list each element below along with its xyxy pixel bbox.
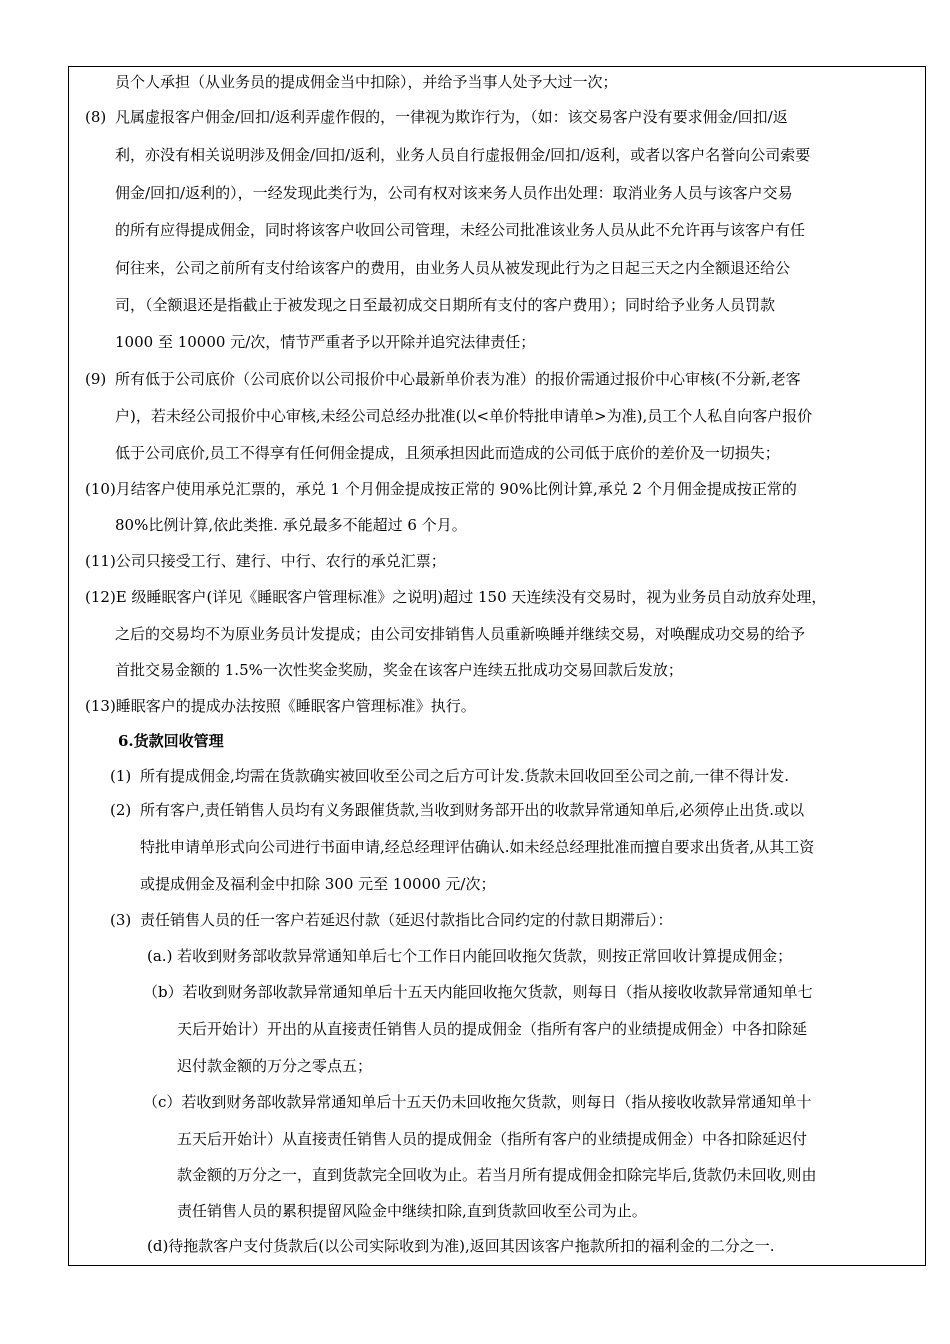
- text-line: 所有低于公司底价（公司底价以公司报价中心最新单价表为准）的报价需通过报价中心审核(不分新,老客: [115, 370, 801, 388]
- text-line: （c）若收到财务部收款异常通知单后十五天仍未回收拖欠货款，则每日（指从接收收款异常通知单十: [143, 1093, 812, 1111]
- text-line: 何往来，公司之前所有支付给该客户的费用，由业务人员从被发现此行为之日起三天之内全额退还给公: [115, 259, 791, 277]
- text-line: 责任销售人员的任一客户若延迟付款（延迟付款指比合同约定的付款日期滞后）：: [140, 911, 673, 929]
- text-line: (12)E 级睡眠客户(详见《睡眠客户管理标准》之说明)超过 150 天连续没有交易时，视为业务员自动放弃处理，: [85, 588, 827, 606]
- text-line: 款金额的万分之一，直到货款完全回收为止。若当月所有提成佣金扣除完毕后,货款仍未回收,则由: [177, 1166, 817, 1184]
- item-number: (8): [85, 108, 107, 126]
- text-line: 所有客户,责任销售人员均有义务跟催货款,当收到财务部开出的收款异常通知单后,必须停止出货.或以: [140, 801, 805, 819]
- text-line: 1000 至 10000 元/次，情节严重者予以开除并追究法律责任；: [115, 333, 536, 351]
- text-line: 佣金/回扣/返利的），一经发现此类行为，公司有权对该来务人员作出处理：取消业务人员与该客户交易: [115, 184, 793, 202]
- text-line: (a.) 若收到财务部收款异常通知单后七个工作日内能回收拖欠货款，则按正常回收计算提成佣金；: [147, 947, 793, 965]
- text-line: 首批交易金额的 1.5%一次性奖金奖励，奖金在该客户连续五批成功交易回款后发放；: [115, 661, 683, 679]
- text-line: 特批申请单形式向公司进行书面申请,经总经理评估确认.如未经总经理批准而擅自要求出货者,从其工资: [140, 838, 815, 856]
- item-number: (9): [85, 370, 107, 388]
- text-line: (13)睡眠客户的提成办法按照《睡眠客户管理标准》执行。: [85, 697, 476, 715]
- text-line: (d)待拖款客户支付货款后(以公司实际收到为准),返回其因该客户拖款所扣的福利金的二分之一.: [147, 1237, 775, 1255]
- section-heading: 6.货款回收管理: [118, 732, 224, 750]
- text-line: （b）若收到财务部收款异常通知单后十五天内能回收拖欠货款，则每日（指从接收收款异常通知单七: [143, 983, 813, 1001]
- text-line: 利，亦没有相关说明涉及佣金/回扣/返利，业务人员自行虚报佣金/回扣/返利，或者以客户名誉向公司索要: [115, 146, 811, 164]
- item-number: (3): [110, 911, 132, 929]
- item-number: (2): [110, 801, 132, 819]
- text-line: 员个人承担（从业务员的提成佣金当中扣除），并给予当事人处予大过一次；: [115, 73, 618, 91]
- text-line: 凡属虚报客户佣金/回扣/返利弄虚作假的，一律视为欺诈行为，（如：该交易客户没有要求佣金/回扣/返: [115, 108, 788, 126]
- text-line: 的所有应得提成佣金，同时将该客户收回公司管理，未经公司批准该业务人员从此不允许再与该客户有任: [115, 221, 806, 239]
- text-line: 之后的交易均不为原业务员计发提成；由公司安排销售人员重新唤睡并继续交易，对唤醒成功交易的给予: [115, 625, 806, 643]
- text-line: 责任销售人员的累积提留风险金中继续扣除,直到货款回收至公司为止。: [177, 1202, 647, 1220]
- text-line: 司，（全额退还是指截止于被发现之日至最初成交日期所有支付的客户费用）；同时给予业务人员罚款: [115, 296, 776, 314]
- item-number: (1): [110, 767, 132, 785]
- text-line: 迟付款金额的万分之零点五；: [177, 1057, 373, 1075]
- text-line: (11)公司只接受工行、建行、中行、农行的承兑汇票；: [85, 552, 446, 570]
- text-line: 天后开始计）开出的从直接责任销售人员的提成佣金（指所有客户的业绩提成佣金）中各扣除延: [177, 1020, 808, 1038]
- text-line: (10)月结客户使用承兑汇票的，承兑 1 个月佣金提成按正常的 90%比例计算,承兑 2 个月佣金提成按正常的: [85, 480, 797, 498]
- text-line: 低于公司底价,员工不得享有任何佣金提成，且须承担因此而造成的公司低于底价的差价及一切损失；: [115, 444, 780, 462]
- text-line: 户)，若未经公司报价中心审核,未经公司总经办批准(以<单价特批申请单>为准),员工个人私自向客户报价: [115, 407, 813, 425]
- text-line: 所有提成佣金,均需在货款确实被回收至公司之后方可计发.货款未回收回至公司之前,一律不得计发.: [140, 767, 790, 785]
- text-line: 或提成佣金及福利金中扣除 300 元至 10000 元/次；: [140, 875, 496, 893]
- text-line: 五天后开始计）从直接责任销售人员的提成佣金（指所有客户的业绩提成佣金）中各扣除延迟付: [177, 1130, 808, 1148]
- text-line: 80%比例计算,依此类推. 承兑最多不能超过 6 个月。: [115, 516, 467, 534]
